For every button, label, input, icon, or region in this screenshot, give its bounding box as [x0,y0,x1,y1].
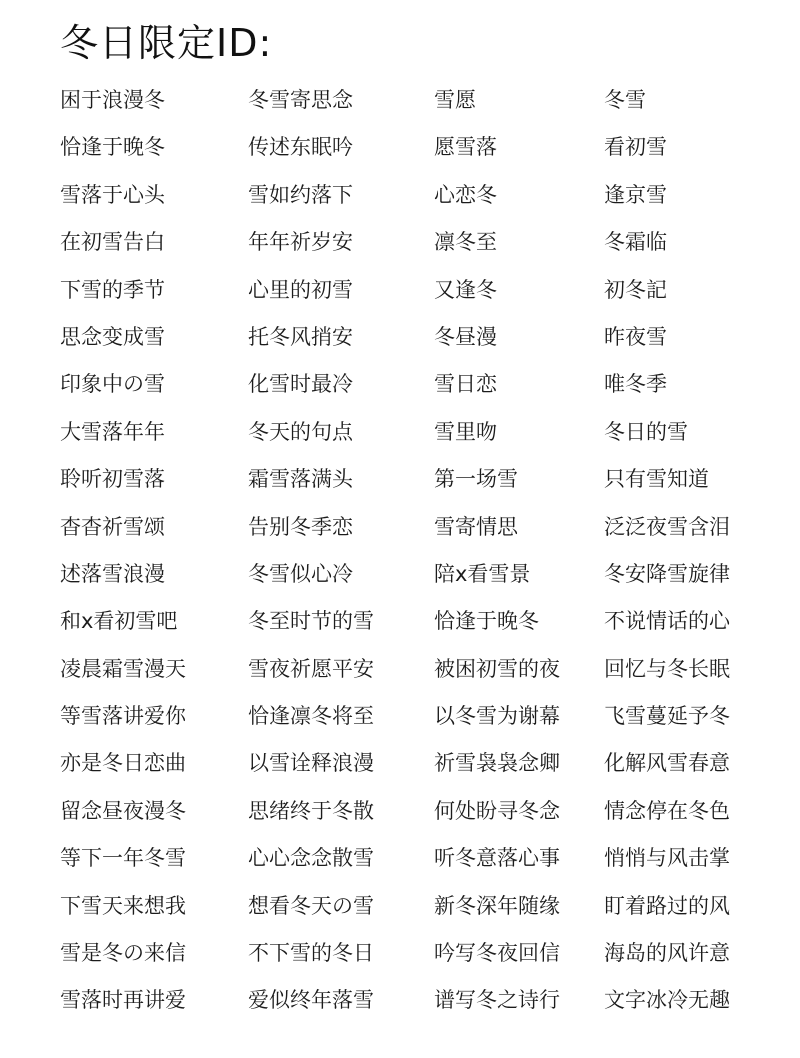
id-item: 大雪落年年 [60,419,165,444]
id-item: 思念变成雪 [60,324,165,349]
id-item: 冬霜临 [604,230,667,255]
id-item: 雪是冬の来信 [60,941,186,966]
id-item: 只有雪知道 [604,467,709,492]
id-item: 不下雪的冬日 [248,941,374,966]
id-item: 恰逢凛冬将至 [248,704,374,729]
id-item: 泛泛夜雪含泪 [604,514,730,539]
id-list-grid [60,82,780,1030]
id-item: 霜雪落满头 [248,467,353,492]
id-item: 聆听初雪落 [60,467,165,492]
id-item: 和x看初雪吧 [60,609,178,634]
id-item: 盯着路过的风 [604,893,730,918]
id-item: 心恋冬 [434,182,497,207]
id-item: 何处盼寻冬念 [434,798,560,823]
id-item: 恰逢于晚冬 [60,135,165,160]
id-item: 想看冬天の雪 [248,893,374,918]
id-item: 谱写冬之诗行 [434,988,560,1013]
id-item: 雪落时再讲爱 [60,988,186,1013]
id-item: 告别冬季恋 [248,514,353,539]
id-item: 愿雪落 [434,135,497,160]
id-item: 祈雪袅袅念卿 [434,751,560,776]
id-item: 雪里吻 [434,419,497,444]
id-item: 雪如约落下 [248,182,353,207]
id-item: 等雪落讲爱你 [60,704,186,729]
id-item: 雪日恋 [434,372,497,397]
id-item: 又逢冬 [434,277,497,302]
id-item: 吟写冬夜回信 [434,941,560,966]
id-item: 留念昼夜漫冬 [60,798,186,823]
id-item: 听冬意落心事 [434,846,560,871]
id-item: 昨夜雪 [604,324,667,349]
id-item: 雪寄情思 [434,514,518,539]
id-item: 初冬記 [604,277,667,302]
id-item: 看初雪 [604,135,667,160]
page-title: 冬日限定ID: [60,21,273,65]
id-item: 以冬雪为谢幕 [434,704,560,729]
id-item: 亦是冬日恋曲 [60,751,186,776]
id-item: 新冬深年随缘 [434,893,560,918]
id-item: 等下一年冬雪 [60,846,186,871]
id-item: 雪落于心头 [60,182,165,207]
id-item: 下雪天来想我 [60,893,186,918]
id-item: 爱似终年落雪 [248,988,374,1013]
id-item: 年年祈岁安 [248,230,353,255]
id-item: 下雪的季节 [60,277,165,302]
id-item: 冬雪似心冷 [248,561,353,586]
id-item: 托冬风捎安 [248,324,353,349]
id-item: 印象中の雪 [60,372,165,397]
id-item: 冬昼漫 [434,324,497,349]
id-item: 传述东眠吟 [248,135,353,160]
id-item: 回忆与冬长眠 [604,656,730,681]
id-item: 冬雪 [604,88,646,112]
id-item: 杳杳祈雪颂 [60,514,165,539]
id-item: 凛冬至 [434,230,497,255]
id-item: 凌晨霜雪漫天 [60,656,186,681]
id-item: 化解风雪春意 [604,751,730,776]
id-item: 困于浪漫冬 [60,88,165,112]
id-item: 冬雪寄思念 [248,88,353,112]
id-item: 冬安降雪旋律 [604,561,730,586]
id-item: 陪x看雪景 [434,561,531,586]
id-item: 冬日的雪 [604,419,688,444]
id-item: 雪夜祈愿平安 [248,656,374,681]
id-item: 冬至时节的雪 [248,609,374,634]
id-item: 情念停在冬色 [604,798,730,823]
id-item: 冬天的句点 [248,419,353,444]
id-item: 恰逢于晚冬 [434,609,539,634]
id-item: 化雪时最冷 [248,372,353,397]
id-item: 海岛的风许意 [604,941,730,966]
id-item: 在初雪告白 [60,230,165,255]
id-item: 述落雪浪漫 [60,561,165,586]
id-item: 被困初雪的夜 [434,656,560,681]
id-item: 飞雪蔓延予冬 [604,704,730,729]
id-item: 思绪终于冬散 [248,798,374,823]
id-item: 心里的初雪 [248,277,353,302]
id-item: 文字冰冷无趣 [604,988,730,1013]
id-item: 心心念念散雪 [248,846,374,871]
id-item: 以雪诠释浪漫 [248,751,374,776]
id-item: 唯冬季 [604,372,667,397]
id-item: 雪愿 [434,88,476,112]
id-item: 悄悄与风击掌 [604,846,730,871]
id-item: 逢京雪 [604,182,667,207]
id-item: 第一场雪 [434,467,518,492]
id-item: 不说情话的心 [604,609,730,634]
